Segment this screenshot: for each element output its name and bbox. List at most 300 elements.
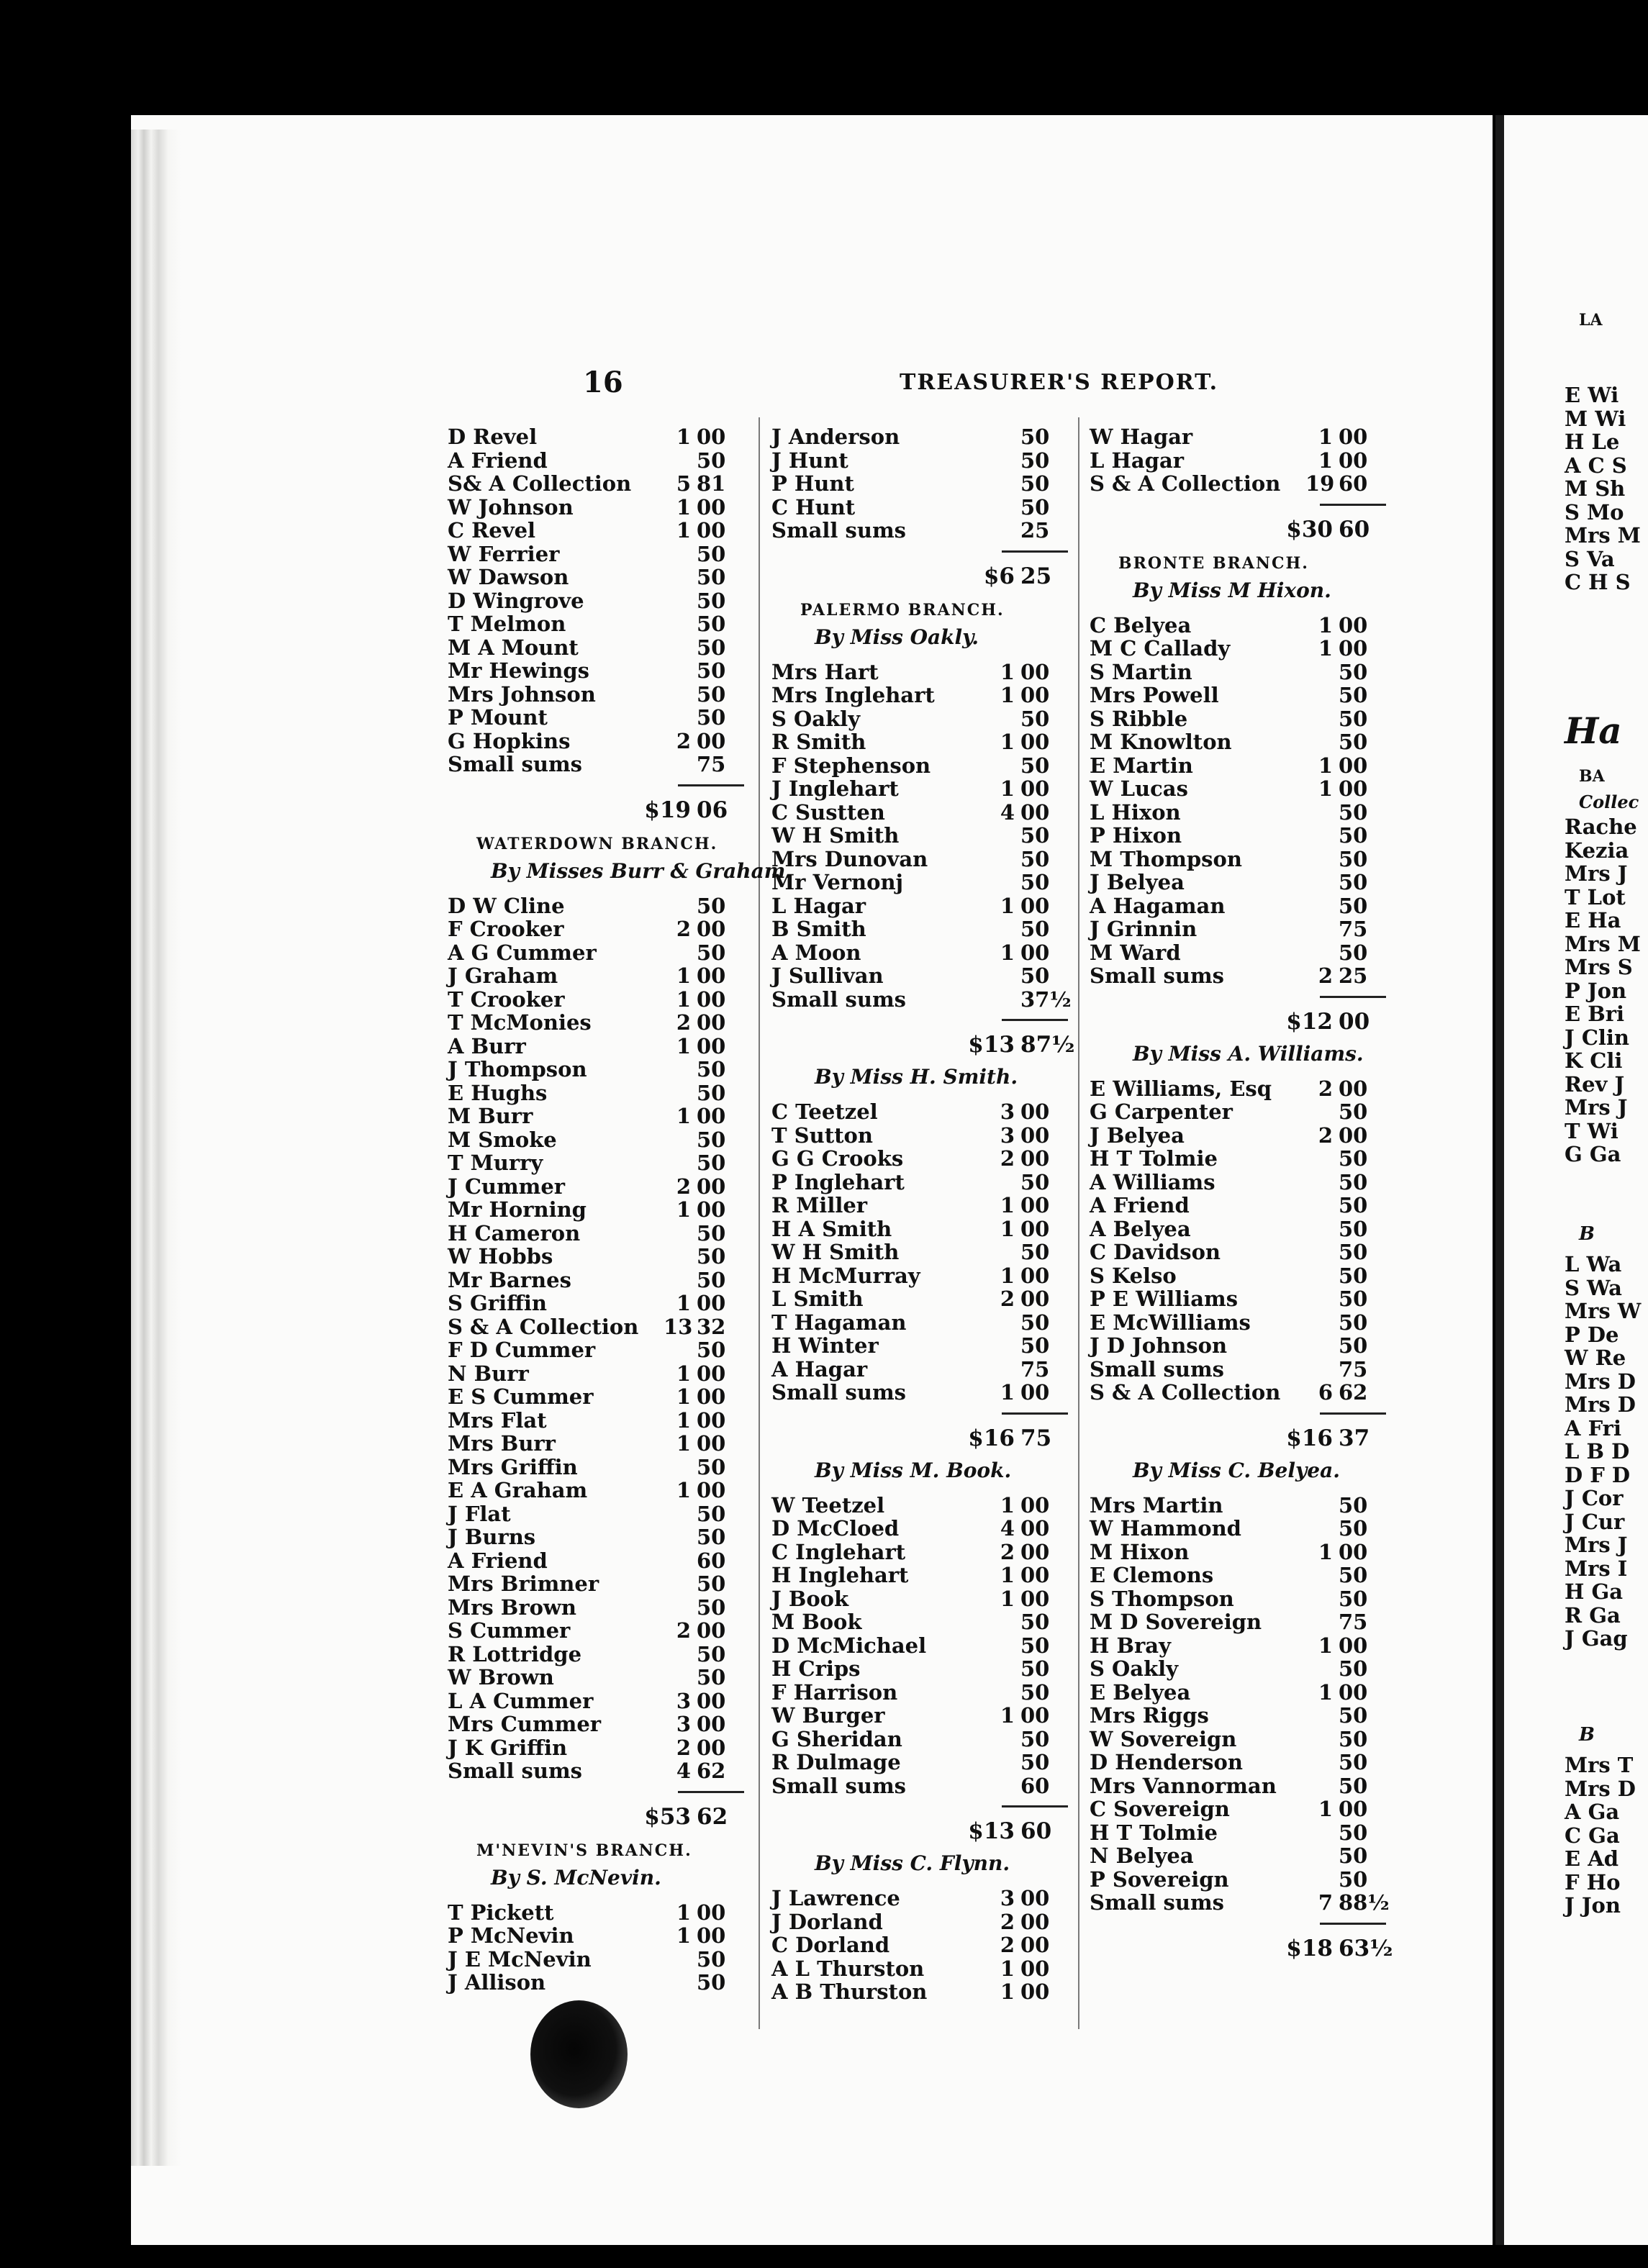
amount-cents: 50 [697, 1970, 726, 1995]
donor-name: S Kelso [1090, 1263, 1177, 1288]
amount-cents: 00 [1020, 940, 1050, 965]
donor-name: C Sustten [771, 799, 885, 825]
facing-page-entry: Kezia [1565, 838, 1629, 863]
amount-dollars: 13 [664, 1314, 693, 1339]
facing-page-entry: A Fri [1565, 1415, 1621, 1441]
ledger-entry [771, 1193, 1074, 1216]
amount-cents: 00 [1339, 425, 1368, 449]
amount-dollars: 2 [1318, 1076, 1333, 1101]
amount-cents: 00 [697, 1618, 726, 1643]
branch-total [1090, 1936, 1392, 1959]
donor-name: Mrs Brown [448, 1595, 576, 1620]
amount-cents: 00 [1339, 612, 1368, 638]
ledger-entry [448, 425, 750, 448]
donor-name: S Thompson [1090, 1586, 1234, 1611]
amount-cents: 50 [1339, 1492, 1368, 1518]
donor-name: J Burns [448, 1525, 536, 1549]
amount-dollars: 3 [1000, 1886, 1015, 1910]
amount-cents: 50 [1020, 1633, 1050, 1658]
amount-cents: 50 [1020, 1750, 1050, 1774]
ledger-entry [1090, 1797, 1392, 1820]
donor-name: R Lottridge [448, 1641, 582, 1666]
amount-cents: 50 [697, 940, 726, 965]
facing-page-entry: Mrs T [1565, 1753, 1634, 1777]
total-cents: 75 [1020, 1425, 1052, 1451]
ledger-entry [1090, 894, 1392, 917]
donor-name: W H Smith [771, 823, 900, 848]
amount-cents: 00 [1339, 1633, 1368, 1658]
donor-name: W Ferrier [448, 541, 560, 566]
total-cents: 87½ [1020, 1032, 1075, 1058]
donor-name: L A Cummer [448, 1688, 594, 1713]
amount-dollars: 1 [676, 1104, 691, 1128]
amount-dollars: 1 [676, 494, 691, 520]
donor-name: S Cummer [448, 1618, 571, 1643]
amount-dollars: 2 [676, 1618, 691, 1643]
amount-cents: 75 [1339, 917, 1368, 941]
amount-dollars: 7 [1318, 1890, 1333, 1915]
facing-page-entry: T Wi [1565, 1118, 1618, 1143]
amount-cents: 00 [697, 1431, 726, 1456]
branch-heading: BRONTE BRANCH. [1118, 553, 1309, 573]
amount-cents: 50 [697, 681, 726, 707]
facing-page-entry: Mrs M [1565, 931, 1641, 956]
donor-name: M Burr [448, 1104, 533, 1128]
donor-name: D McCloed [771, 1516, 900, 1541]
branch-total [448, 797, 750, 823]
donor-name: P Mount [448, 705, 548, 730]
ledger-entry [448, 987, 750, 1010]
donor-name: H Bray [1090, 1633, 1171, 1658]
branch-total [1090, 516, 1392, 543]
total-cents: 63½ [1339, 1935, 1393, 1961]
facing-page-entry: Mrs D [1565, 1776, 1636, 1801]
ledger-entry [771, 1170, 1074, 1193]
donor-name: P Sovereign [1090, 1866, 1229, 1892]
amount-dollars: 1 [1318, 636, 1333, 661]
amount-cents: 00 [1020, 1886, 1050, 1910]
amount-cents: 00 [697, 1384, 726, 1409]
facing-page-heading: BA [1579, 767, 1605, 786]
ledger-entry [448, 1104, 750, 1127]
donor-name: Small sums [1090, 1356, 1224, 1382]
donor-name: M Hixon [1090, 1539, 1190, 1564]
amount-cents: 00 [1020, 1193, 1050, 1217]
amount-cents: 50 [697, 658, 726, 683]
total-cents: 37 [1339, 1425, 1370, 1451]
donor-name: F Crooker [448, 917, 564, 941]
amount-cents: 50 [697, 1338, 726, 1362]
amount-cents: 75 [1339, 1610, 1368, 1634]
amount-cents: 00 [697, 1033, 726, 1058]
ledger-entry [1090, 1146, 1392, 1169]
amount-cents: 50 [1339, 1843, 1368, 1868]
donor-name: E Belyea [1090, 1679, 1191, 1705]
facing-page-entry: C Ga [1565, 1823, 1620, 1848]
donor-name: D W Cline [448, 893, 565, 918]
donor-name: A Hagaman [1090, 893, 1226, 918]
amount-cents: 50 [1339, 1169, 1368, 1194]
ledger-entry [1090, 940, 1392, 963]
ledger-entry [448, 658, 750, 681]
ledger-entry [448, 1431, 750, 1454]
donor-name: S Ribble [1090, 706, 1188, 731]
facing-page-entry: A C S [1565, 453, 1627, 478]
amount-cents: 50 [1020, 494, 1050, 520]
total-rule [1320, 1923, 1386, 1925]
amount-cents: 50 [697, 565, 726, 589]
total-rule [1002, 550, 1068, 553]
collector-byline: By Miss H. Smith. [815, 1065, 1018, 1089]
ledger-entry [771, 1910, 1074, 1933]
ledger-entry [448, 1244, 750, 1267]
amount-cents: 50 [1020, 917, 1050, 941]
amount-dollars: 4 [676, 1759, 691, 1783]
donor-name: P Inglehart [771, 1169, 905, 1194]
total-dollars: $18 [1286, 1935, 1333, 1961]
ledger-entry [448, 1057, 750, 1080]
total-cents: 25 [1020, 563, 1052, 589]
ledger-entry [1090, 776, 1392, 799]
facing-page-entry: L B D [1565, 1439, 1630, 1464]
facing-page-heading: LA [1579, 311, 1603, 330]
ledger-entry [771, 660, 1074, 683]
ledger-entry [1090, 1633, 1392, 1656]
ledger-entry [448, 1478, 750, 1501]
donor-name: R Smith [771, 730, 866, 754]
amount-dollars: 1 [676, 986, 691, 1012]
ledger-entry [448, 1455, 750, 1478]
donor-name: M Smoke [448, 1127, 557, 1152]
ledger-entry [448, 1151, 750, 1174]
ledger-entry [771, 448, 1074, 471]
ledger-entry [771, 1956, 1074, 1979]
amount-cents: 50 [1339, 799, 1368, 825]
amount-cents: 50 [1339, 706, 1368, 731]
total-dollars: $53 [644, 1803, 691, 1830]
ledger-entry [771, 1333, 1074, 1356]
donor-name: D Henderson [1090, 1750, 1243, 1774]
ledger-entry [771, 1979, 1074, 2002]
ledger-entry [771, 471, 1074, 494]
amount-cents: 00 [697, 1010, 726, 1035]
amount-dollars: 19 [1305, 471, 1335, 496]
donor-name: E Martin [1090, 753, 1193, 778]
facing-page-entry: Mrs D [1565, 1369, 1636, 1394]
amount-cents: 50 [1339, 1656, 1368, 1681]
donor-name: A Williams [1090, 1169, 1215, 1194]
donor-name: S & A Collection [1090, 1380, 1281, 1405]
donor-name: C Dorland [771, 1933, 890, 1957]
donor-name: G G Crooks [771, 1146, 904, 1171]
amount-cents: 00 [1339, 753, 1368, 778]
amount-cents: 00 [697, 1291, 726, 1315]
amount-cents: 50 [1339, 940, 1368, 965]
ledger-entry [448, 1618, 750, 1641]
amount-dollars: 1 [1000, 893, 1015, 918]
donor-name: J Book [771, 1586, 849, 1611]
donor-name: C Revel [448, 518, 536, 543]
ledger-entry [1090, 1264, 1392, 1287]
amount-dollars: 1 [1000, 940, 1015, 965]
branch-total [771, 1818, 1074, 1844]
ledger-entry [448, 1571, 750, 1595]
ledger-entry [1090, 1493, 1392, 1516]
amount-cents: 00 [1020, 1099, 1050, 1124]
total-rule [1002, 1412, 1068, 1415]
amount-cents: 50 [1020, 1333, 1050, 1358]
facing-page-entry: A Ga [1565, 1800, 1620, 1824]
amount-dollars: 1 [676, 1478, 691, 1502]
amount-cents: 00 [697, 518, 726, 543]
donor-name: M D Sovereign [1090, 1610, 1262, 1634]
donor-name: J Sullivan [771, 963, 884, 988]
ledger-entry [771, 776, 1074, 799]
facing-page-entry: Mrs D [1565, 1392, 1636, 1417]
ledger-entry [448, 1081, 750, 1104]
amount-dollars: 3 [676, 1712, 691, 1736]
amount-cents: 62 [697, 1759, 726, 1783]
amount-cents: 00 [697, 1104, 726, 1128]
donor-name: E Hughs [448, 1080, 548, 1105]
facing-page-entry: S Mo [1565, 499, 1624, 525]
amount-dollars: 1 [676, 1431, 691, 1456]
amount-cents: 50 [697, 1525, 726, 1549]
facing-page-entry: J Gag [1565, 1626, 1628, 1651]
ledger-entry [1090, 870, 1392, 893]
ledger-entry [1090, 730, 1392, 753]
donor-name: J Belyea [1090, 870, 1185, 894]
amount-dollars: 1 [676, 1033, 691, 1058]
amount-dollars: 1 [1318, 776, 1333, 801]
page-edge-shading [131, 130, 181, 2166]
amount-cents: 60 [1339, 471, 1368, 496]
amount-cents: 50 [697, 1220, 726, 1246]
amount-cents: 50 [1339, 1240, 1368, 1264]
amount-dollars: 3 [676, 1688, 691, 1713]
ledger-entry [771, 1540, 1074, 1563]
amount-cents: 75 [1339, 1356, 1368, 1382]
amount-cents: 75 [1020, 1356, 1050, 1382]
ledger-entry [448, 612, 750, 635]
ledger-entry [448, 1900, 750, 1923]
ledger-entry [448, 917, 750, 940]
ledger-entry [771, 1680, 1074, 1703]
ledger-entry [1090, 707, 1392, 730]
donor-name: Mrs Inglehart [771, 683, 935, 707]
donor-name: P Hixon [1090, 823, 1182, 848]
ledger-entry [1090, 1703, 1392, 1726]
ledger-entry [771, 940, 1074, 963]
donor-name: Small sums [448, 752, 582, 776]
amount-dollars: 1 [1000, 1216, 1015, 1241]
donor-name: J Cummer [448, 1174, 566, 1199]
donor-name: Mrs Griffin [448, 1454, 578, 1479]
amount-cents: 50 [1339, 1820, 1368, 1845]
facing-page-entry: Rev J [1565, 1071, 1625, 1097]
column-divider [1078, 417, 1079, 2029]
amount-cents: 50 [697, 588, 726, 613]
amount-cents: 60 [697, 1548, 726, 1573]
facing-page-entry: Rache [1565, 815, 1637, 839]
donor-name: S Oakly [1090, 1656, 1179, 1681]
ledger-entry [1090, 1217, 1392, 1240]
amount-dollars: 1 [1000, 1193, 1015, 1217]
amount-cents: 00 [697, 963, 726, 988]
donor-name: A Burr [448, 1033, 526, 1058]
branch-total [1090, 1425, 1392, 1451]
amount-cents: 50 [697, 1454, 726, 1479]
facing-page-entry: S Wa [1565, 1275, 1622, 1300]
donor-name: W Dawson [448, 565, 569, 589]
donor-name: W Teetzel [771, 1492, 885, 1518]
ledger-entry [771, 894, 1074, 917]
donor-name: J Lawrence [771, 1886, 900, 1910]
branch-total [1090, 1008, 1392, 1035]
amount-dollars: 1 [1318, 612, 1333, 638]
amount-cents: 50 [1020, 753, 1050, 778]
amount-cents: 50 [1020, 1726, 1050, 1751]
amount-dollars: 1 [1000, 1703, 1015, 1728]
collector-byline: By Misses Burr & Graham. [491, 858, 793, 883]
ledger-entry [1090, 448, 1392, 471]
donor-name: T Crooker [448, 986, 565, 1012]
total-cents: 60 [1339, 516, 1370, 543]
branch-total [771, 563, 1074, 589]
ledger-entry [448, 1268, 750, 1291]
amount-dollars: 1 [676, 1384, 691, 1409]
ledger-entry [1090, 800, 1392, 823]
donor-name: Mrs Burr [448, 1431, 556, 1456]
donor-name: Small sums [771, 986, 906, 1012]
amount-dollars: 3 [1000, 1099, 1015, 1124]
amount-cents: 50 [1339, 1193, 1368, 1217]
ledger-entry [771, 1146, 1074, 1169]
facing-page-heading: B [1579, 1724, 1595, 1746]
facing-page-entry: P De [1565, 1322, 1619, 1347]
donor-name: C Inglehart [771, 1539, 906, 1564]
donor-name: A L Thurston [771, 1956, 925, 1981]
donor-name: W Lucas [1090, 776, 1188, 801]
amount-cents: 50 [1020, 1169, 1050, 1194]
amount-cents: 50 [697, 1057, 726, 1081]
amount-dollars: 2 [1000, 1287, 1015, 1311]
donor-name: S Griffin [448, 1291, 548, 1315]
ledger-entry [771, 1656, 1074, 1679]
ledger-entry [448, 448, 750, 471]
facing-page-entry: K Cli [1565, 1048, 1623, 1073]
amount-dollars: 1 [1000, 1956, 1015, 1981]
donor-name: J Hunt [771, 448, 848, 473]
amount-cents: 50 [1020, 1610, 1050, 1634]
donor-name: L Hagar [771, 893, 866, 918]
ledger-entry [448, 1197, 750, 1220]
ledger-entry [771, 1493, 1074, 1516]
ledger-entry [771, 730, 1074, 753]
donor-name: H Crips [771, 1656, 861, 1681]
donor-name: L Hagar [1090, 448, 1185, 473]
amount-cents: 00 [1339, 636, 1368, 661]
amount-cents: 00 [697, 1197, 726, 1222]
ledger-entry [448, 1947, 750, 1970]
ledger-entry [448, 682, 750, 705]
collector-byline: By Miss M. Book. [815, 1458, 1012, 1482]
amount-cents: 50 [1020, 823, 1050, 848]
donor-name: A Friend [448, 1548, 548, 1573]
donor-name: Mrs Dunovan [771, 846, 928, 871]
ledger-entry [1090, 1563, 1392, 1586]
facing-page-entry: P Jon [1565, 978, 1627, 1003]
amount-cents: 50 [697, 1244, 726, 1269]
amount-cents: 00 [1339, 1076, 1368, 1101]
ledger-entry [1090, 1680, 1392, 1703]
amount-cents: 00 [1020, 1909, 1050, 1934]
amount-dollars: 3 [1000, 1122, 1015, 1148]
amount-cents: 00 [1339, 1539, 1368, 1564]
amount-cents: 50 [1020, 471, 1050, 496]
facing-page-heading: B [1579, 1223, 1595, 1245]
donor-name: S Oakly [771, 706, 861, 731]
ledger-entry [771, 963, 1074, 986]
ledger-entry [448, 1759, 750, 1782]
facing-page-fragment [1504, 115, 1648, 2245]
donor-name: W H Smith [771, 1240, 900, 1264]
total-rule [1002, 1019, 1068, 1021]
ledger-entry [1090, 963, 1392, 986]
running-title: TREASURER'S REPORT. [900, 370, 1219, 395]
amount-cents: 50 [697, 612, 726, 636]
facing-page-entry: F Ho [1565, 1869, 1621, 1895]
amount-cents: 00 [697, 1900, 726, 1925]
ledger-entry [448, 1315, 750, 1338]
amount-cents: 50 [697, 541, 726, 566]
ledger-entry [448, 565, 750, 588]
donor-name: A Hagar [771, 1356, 868, 1382]
donor-name: J Anderson [771, 425, 900, 449]
ledger-entry [448, 705, 750, 728]
ledger-entry [771, 1727, 1074, 1750]
facing-page-entry: M Sh [1565, 476, 1626, 501]
donor-name: F Stephenson [771, 753, 931, 778]
donor-name: Mrs Cummer [448, 1712, 602, 1736]
facing-page-entry: J Jon [1565, 1893, 1621, 1918]
total-dollars: $12 [1286, 1008, 1333, 1035]
amount-cents: 00 [1020, 1933, 1050, 1957]
ledger-entry [1090, 917, 1392, 940]
ledger-entry [771, 800, 1074, 823]
ledger-entry [771, 1886, 1074, 1909]
donor-name: S& A Collection [448, 471, 632, 496]
branch-total [771, 1032, 1075, 1058]
facing-page-entry: M Wi [1565, 406, 1626, 431]
donor-name: Mrs Powell [1090, 683, 1219, 707]
ledger-entry [448, 1548, 750, 1571]
amount-cents: 25 [1339, 963, 1368, 988]
total-rule [1002, 1805, 1068, 1807]
donor-name: M C Callady [1090, 636, 1231, 661]
donor-name: J Inglehart [771, 776, 899, 801]
ledger-entry [1090, 1193, 1392, 1216]
amount-cents: 75 [697, 752, 726, 776]
donor-name: S Martin [1090, 659, 1192, 684]
ledger-entry [448, 940, 750, 963]
ledger-entry [771, 1563, 1074, 1586]
donor-name: M Thompson [1090, 846, 1242, 871]
total-dollars: $13 [968, 1032, 1015, 1058]
donor-name: W Hobbs [448, 1244, 553, 1269]
amount-cents: 00 [697, 1478, 726, 1502]
donor-name: T Hagaman [771, 1310, 907, 1335]
